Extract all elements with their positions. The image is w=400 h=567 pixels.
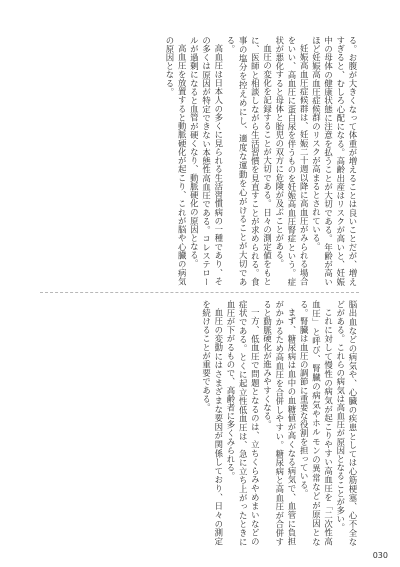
- paragraph: 一方、低血圧で問題となるのは、立ちくらみやめまいなどの症状である。とくに起立性低血圧は、急に立ち上がったときに血圧が下がるもので、高齢者に多くみられる。: [225, 300, 261, 546]
- paragraph: まず、糖尿病は血中の血糖値が高くなる病気で、血管に負担がかかるため高血圧を合併しやすい。糖尿病と高血圧が合併すると動脈硬化が進みやすくなる。: [262, 300, 297, 546]
- upper-text-block: [41, 36, 359, 286]
- paragraph: る。お腹が大きくなって体重が増えることは良いことだが、増えすぎると、むしろ心配になる。高齢出産はリスクが高いと、妊娠中の母体の健康状態に注意を払うことが大切である。年齢が高いほど妊娠高血圧症候群のリスクが高まるとされている。: [311, 36, 358, 286]
- lower-text-block: [41, 300, 359, 546]
- paragraph: 高血圧は日本人の多くに見られる生活習慣病の一種であり、その多くは原因が特定できない本態性高血圧である。コレステロールが過剰になると血管が硬くなり、動脈硬化の原因となる。: [189, 36, 224, 286]
- paragraph: 血圧の変化を記録することが大切である。日々の測定値をもとに、医師と相談しながら生活習慣を見直すことが求められる。食事の塩分を控えめにし、適度な運動を心がけることが大切である。: [225, 36, 273, 286]
- paragraph: 脳出血などの病気や、心臓の疾患としては心筋梗塞、心不全などがある。これらの病気は高血圧が原因となることが多い。: [335, 300, 358, 546]
- paragraph: 妊娠高血圧症候群は、妊娠二十週以降に高血圧がみられる場合をいい、高血圧に蛋白尿を伴うものを妊娠高血圧腎症という。症状が悪化すると母体と胎児の双方に危険が及ぶことがある。: [274, 36, 310, 286]
- section-divider: [40, 292, 359, 293]
- paragraph: 高血圧を放置すると動脈硬化が起こり、これが脳や心臓の病気の原因となる。: [164, 36, 188, 286]
- paragraph: 血圧の変動にはさまざまな要因が関係しており、日々の測定を続けることが重要である。: [201, 300, 224, 546]
- page-number: 030: [372, 551, 388, 560]
- paragraph: これに対して慢性の病気が起こりやすい高血圧を「二次性高血圧」と呼び、腎臓の病気やホルモンの異常などが原因となる。腎臓は血圧の調節に重要な役割を担っている。: [299, 300, 334, 546]
